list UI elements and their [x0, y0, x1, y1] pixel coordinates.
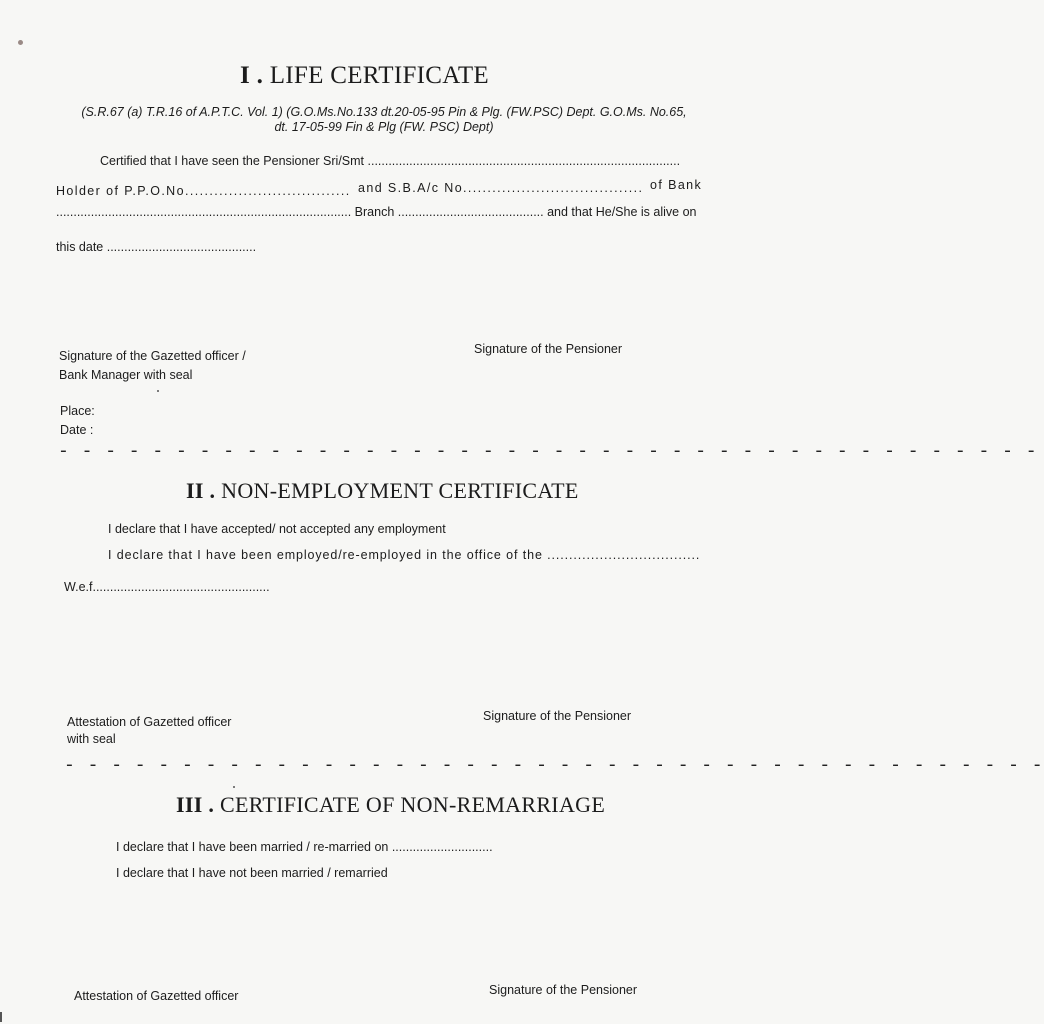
section-title: LIFE CERTIFICATE: [269, 62, 489, 89]
bank-label: of Bank: [650, 178, 703, 192]
scan-speck: [157, 390, 159, 392]
sb-account-field: and S.B.A/c No.....................................: [358, 181, 644, 195]
rule-reference: [34, 105, 734, 135]
officer-signature-label: [59, 347, 246, 385]
certified-line: Certified that I have seen the Pensioner Sri/Smt ..........................................................................................: [100, 154, 681, 168]
non-remarriage-heading: [176, 792, 605, 818]
section-number: I .: [240, 62, 264, 89]
married-on-line: I declare that I have been married / re-married on .............................: [116, 840, 493, 854]
attestation-label: Attestation of Gazetted officer: [74, 989, 239, 1003]
scan-speck: [18, 40, 23, 45]
wef-field: W.e.f...................................................: [64, 580, 270, 594]
attestation-line-2: with seal: [67, 732, 116, 746]
accepted-employment-line: I declare that I have accepted/ not accepted any employment: [108, 522, 446, 536]
pensioner-signature-label: Signature of the Pensioner: [489, 983, 638, 997]
this-date-field: this date ...........................................: [56, 240, 257, 254]
officer-signature-line-1: Signature of the Gazetted officer /: [59, 349, 246, 363]
section-number: II .: [186, 478, 216, 503]
rule-reference-line-1: (S.R.67 (a) T.R.16 of A.P.T.C. Vol. 1) (G.O.Ms.No.133 dt.20-05-95 Pin & Plg. (FW.PSC) Dept. G.O.Ms. No.65,: [81, 105, 687, 119]
scan-speck: [0, 1012, 2, 1022]
section-divider: - - - - - - - - - - - - - - - - - - - - - - - - - - - - - - - - - - - - - - - - - -: [58, 442, 1038, 462]
section-title: NON-EMPLOYMENT CERTIFICATE: [221, 478, 579, 503]
rule-reference-line-2: dt. 17-05-99 Fin & Plg (FW. PSC) Dept): [274, 120, 494, 134]
date-label: Date :: [60, 423, 94, 437]
life-certificate-heading: [240, 62, 489, 90]
branch-alive-line: ..................................................................................... Branch .......................................... and that He/She is alive on: [56, 205, 697, 219]
officer-signature-line-2: Bank Manager with seal: [59, 368, 193, 382]
pensioner-signature-label: Signature of the Pensioner: [483, 709, 632, 723]
scan-speck: [233, 786, 235, 788]
employed-office-line: I declare that I have been employed/re-employed in the office of the ...................................: [108, 548, 701, 562]
attestation-line-1: Attestation of Gazetted officer: [67, 715, 232, 729]
section-title: CERTIFICATE OF NON-REMARRIAGE: [220, 792, 606, 817]
pensioner-signature-label: Signature of the Pensioner: [474, 342, 623, 356]
non-employment-heading: [186, 478, 579, 504]
section-divider: - - - - - - - - - - - - - - - - - - - - - - - - - - - - - - - - - - - - - - - - - -: [64, 756, 1044, 776]
section-number: III .: [176, 792, 215, 817]
place-label: Place:: [60, 404, 95, 418]
attestation-label: [67, 714, 231, 748]
ppo-holder-field: Holder of P.P.O.No..................................: [56, 184, 351, 198]
not-married-line: I declare that I have not been married / remarried: [116, 866, 388, 880]
